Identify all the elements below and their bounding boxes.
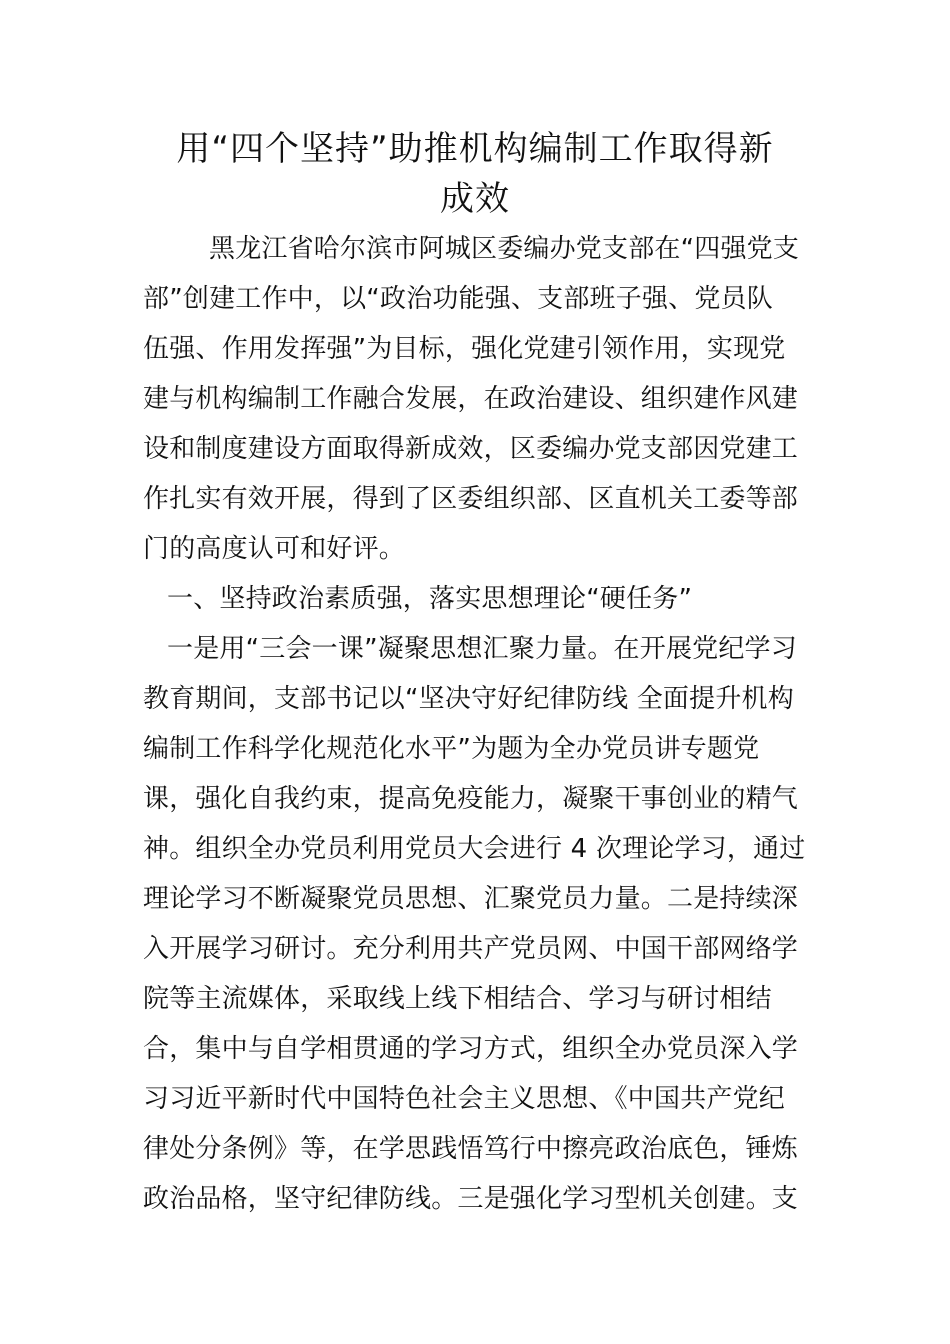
paragraph-line: 编制工作科学化规范化水平”为题为全办党员讲专题党 bbox=[143, 734, 760, 764]
paragraph-line: 作扎实有效开展，得到了区委组织部、区直机关工委等部 bbox=[143, 484, 799, 514]
paragraph-line: 黑龙江省哈尔滨市阿城区委编办党支部在“四强党支 bbox=[209, 234, 800, 264]
title-line: 用“四个坚持”助推机构编制工作取得新 bbox=[176, 129, 774, 169]
body-paragraph bbox=[143, 624, 811, 1224]
paragraph-line: 教育期间，支部书记以“坚决守好纪律防线 全面提升机构 bbox=[143, 684, 794, 714]
paragraph-line: 建与机构编制工作融合发展，在政治建设、组织建作风建 bbox=[143, 384, 799, 414]
paragraph-line: 律处分条例》等，在学思践悟笃行中擦亮政治底色，锤炼 bbox=[143, 1134, 799, 1164]
paragraph-line: 习习近平新时代中国特色社会主义思想、《中国共产党纪 bbox=[143, 1084, 786, 1114]
document-body bbox=[143, 224, 811, 1224]
paragraph-line: 部”创建工作中，以“政治功能强、支部班子强、党员队 bbox=[143, 284, 773, 314]
paragraph-line: 入开展学习研讨。充分利用共产党员网、中国干部网络学 bbox=[143, 934, 799, 964]
paragraph-line: 合，集中与自学相贯通的学习方式，组织全办党员深入学 bbox=[143, 1034, 799, 1064]
paragraph-line: 一是用“三会一课”凝聚思想汇聚力量。在开展党纪学习 bbox=[167, 634, 797, 664]
paragraph-line: 理论学习不断凝聚党员思想、汇聚党员力量。二是持续深 bbox=[143, 884, 799, 914]
paragraph-line: 设和制度建设方面取得新成效，区委编办党支部因党建工 bbox=[143, 434, 799, 464]
paragraph-line: 院等主流媒体，采取线上线下相结合、学习与研讨相结 bbox=[143, 984, 772, 1014]
section-heading-text: 一、坚持政治素质强，落实思想理论“硬任务” bbox=[167, 584, 693, 614]
title-line: 成效 bbox=[440, 179, 510, 219]
paragraph-line: 神。组织全办党员利用党员大会进行 4 次理论学习，通过 bbox=[143, 834, 806, 864]
paragraph-line: 政治品格，坚守纪律防线。三是强化学习型机关创建。支 bbox=[143, 1184, 799, 1214]
paragraph-line: 伍强、作用发挥强”为目标，强化党建引领作用，实现党 bbox=[143, 334, 786, 364]
paragraph-line: 门的高度认可和好评。 bbox=[143, 534, 406, 564]
paragraph-line: 课，强化自我约束，提高免疫能力，凝聚干事创业的精气 bbox=[143, 784, 799, 814]
document-title bbox=[140, 124, 810, 224]
intro-paragraph bbox=[143, 224, 811, 574]
section-heading bbox=[143, 574, 811, 624]
